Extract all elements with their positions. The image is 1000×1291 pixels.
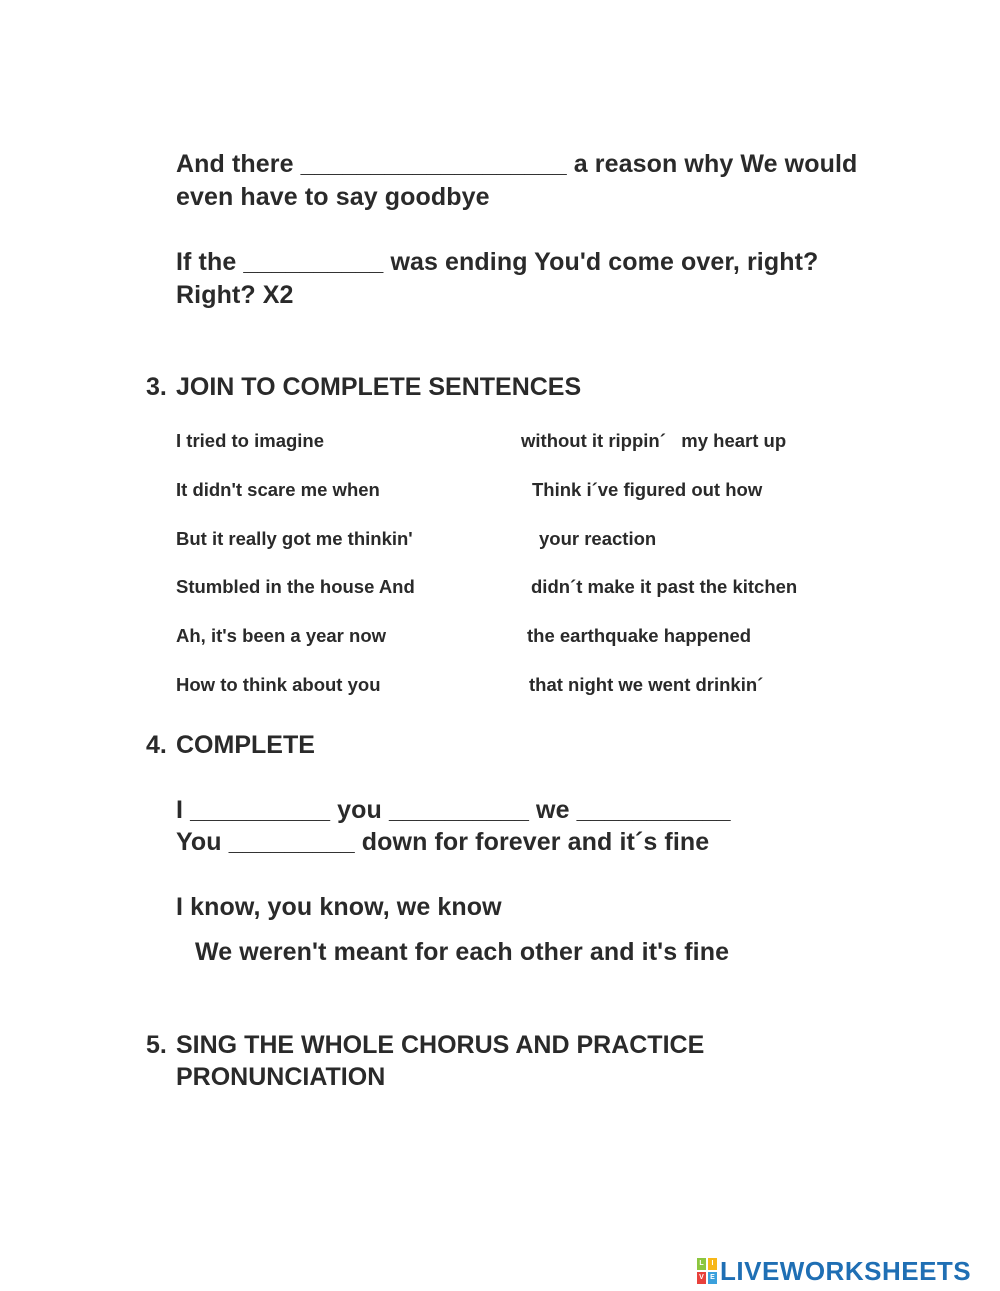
section-number: 4. (146, 731, 167, 759)
logo-text: LIVEWORKSHEETS (720, 1255, 972, 1286)
match-right-item[interactable]: without it rippin´ my heart up (521, 430, 787, 451)
logo-block: I (708, 1258, 717, 1270)
complete-line-3: I know, you know, we know (176, 893, 502, 921)
section-title-continued: PRONUNCIATION (176, 1063, 386, 1091)
lyric-line-4: Right? X2 (176, 281, 294, 309)
lyric-line-2: even have to say goodbye (176, 183, 490, 211)
section-number: 3. (146, 373, 167, 401)
match-left-item[interactable]: How to think about you (176, 674, 381, 695)
match-left-item[interactable]: It didn't scare me when (176, 479, 380, 500)
complete-line-2: You _________ down for forever and it´s fine (176, 828, 710, 856)
match-right-item[interactable]: your reaction (539, 528, 657, 549)
liveworksheets-logo[interactable] (697, 1257, 971, 1285)
match-left-item[interactable]: Ah, it's been a year now (176, 625, 387, 646)
logo-mark-icon (697, 1258, 717, 1284)
complete-line-1: I __________ you __________ we ___________ (176, 796, 731, 824)
lyric-line-3: If the __________ was ending You'd come over, right? (176, 248, 819, 276)
match-right-item[interactable]: Think i´ve figured out how (532, 479, 763, 500)
section-title: JOIN TO COMPLETE SENTENCES (176, 373, 582, 401)
match-right-item[interactable]: that night we went drinkin´ (529, 674, 764, 695)
lyric-line-1: And there ___________________ a reason why We would (176, 150, 858, 178)
match-left-item[interactable]: Stumbled in the house And (176, 576, 415, 597)
logo-block: V (697, 1272, 706, 1284)
match-left-item[interactable]: But it really got me thinkin' (176, 528, 413, 549)
complete-line-4: We weren't meant for each other and it's fine (195, 938, 730, 966)
match-left-item[interactable]: I tried to imagine (176, 430, 325, 451)
match-right-item[interactable]: didn´t make it past the kitchen (531, 576, 798, 597)
section-title: COMPLETE (176, 731, 315, 759)
logo-block: E (708, 1272, 717, 1284)
match-right-item[interactable]: the earthquake happened (527, 625, 752, 646)
logo-block: L (697, 1258, 706, 1270)
section-title: SING THE WHOLE CHORUS AND PRACTICE (176, 1031, 705, 1059)
section-number: 5. (146, 1031, 167, 1059)
